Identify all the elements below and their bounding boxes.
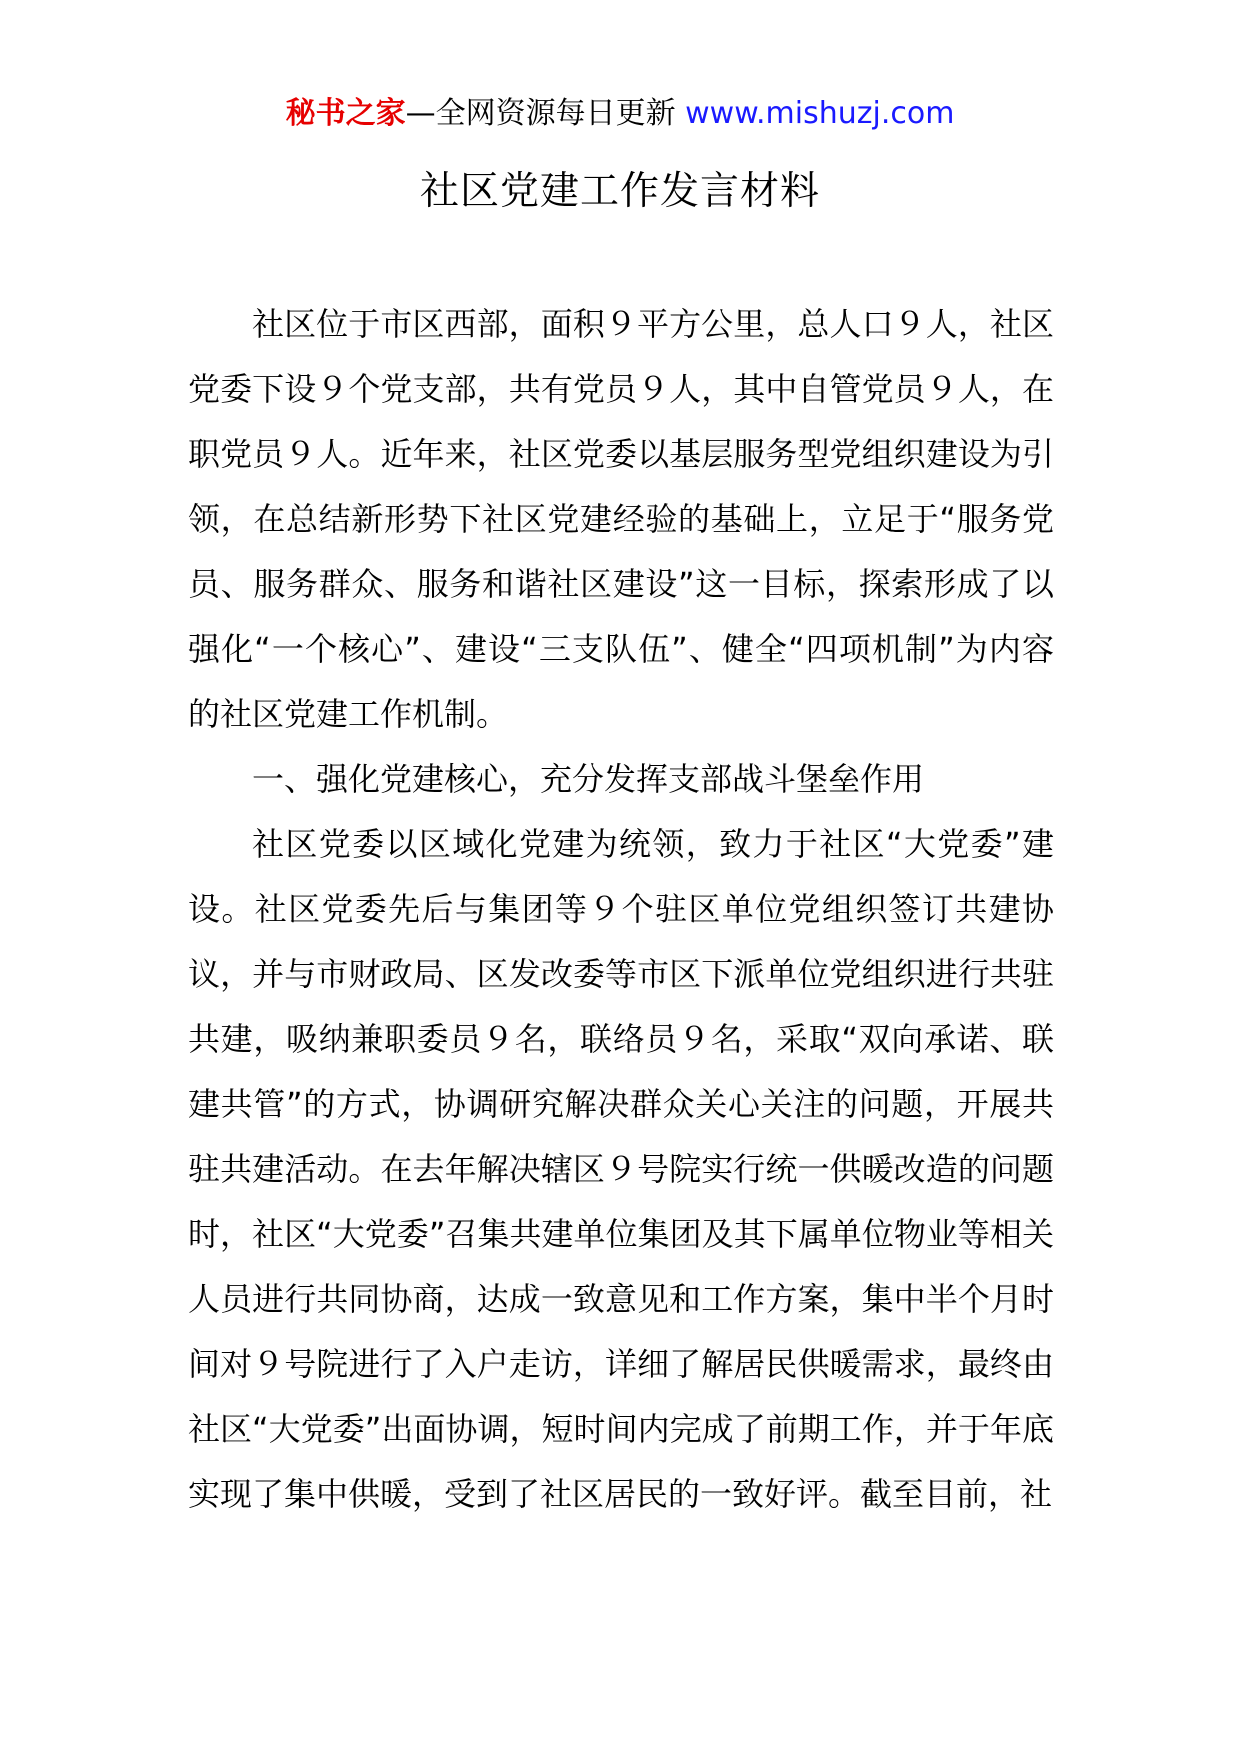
document-title: 社区党建工作发言材料 [419,169,820,214]
site-url-link[interactable]: www.mishuzj.com [685,96,955,131]
paragraph-section-1: 社区党委以区域化党建为统领，致力于社区“大党委”建设。社区党委先后与集团等９个驻区单位党组织签订共建协议，并与市财政局、区发改委等市区下派单位党组织进行共驻共建，吸纳兼职委员９名，联络员９名，采取“双向承诺、联建共管”的方式，协调研究解决群众关心关注的问题，开展共驻共建活动。在去年解决辖区９号院实行统一供暖改造的问题时，社区“大党委”召集共建单位集团及其下属单位物业等相关人员进行共同协商，达成一致意见和工作方案，集中半个月时间对９号院进行了入户走访，详细了解居民供暖需求，最终由社区“大党委”出面协调，短时间内完成了前期工作，并于年底实现了集中供暖，受到了社区居民的一致好评。截至目前，社 [188,825,1054,1513]
section-heading-1: 一、强化党建核心，充分发挥支部战斗堡垒作用 [252,760,925,798]
brand-name: 秘书之家 [285,96,406,131]
paragraph-intro: 社区位于市区西部，面积９平方公里，总人口９人，社区党委下设９个党支部，共有党员９人，其中自管党员９人，在职党员９人。近年来，社区党委以基层服务型党组织建设为引领，在总结新形势下社区党建经验的基础上，立足于“服务党员、服务群众、服务和谐社区建设”这一目标，探索形成了以强化“一个核心”、建设“三支队伍”、健全“四项机制”为内容的社区党建工作机制。 [188,305,1054,733]
site-header [0,94,1240,134]
document-body [188,292,1054,1527]
header-tagline: —全网资源每日更新 [405,96,686,131]
